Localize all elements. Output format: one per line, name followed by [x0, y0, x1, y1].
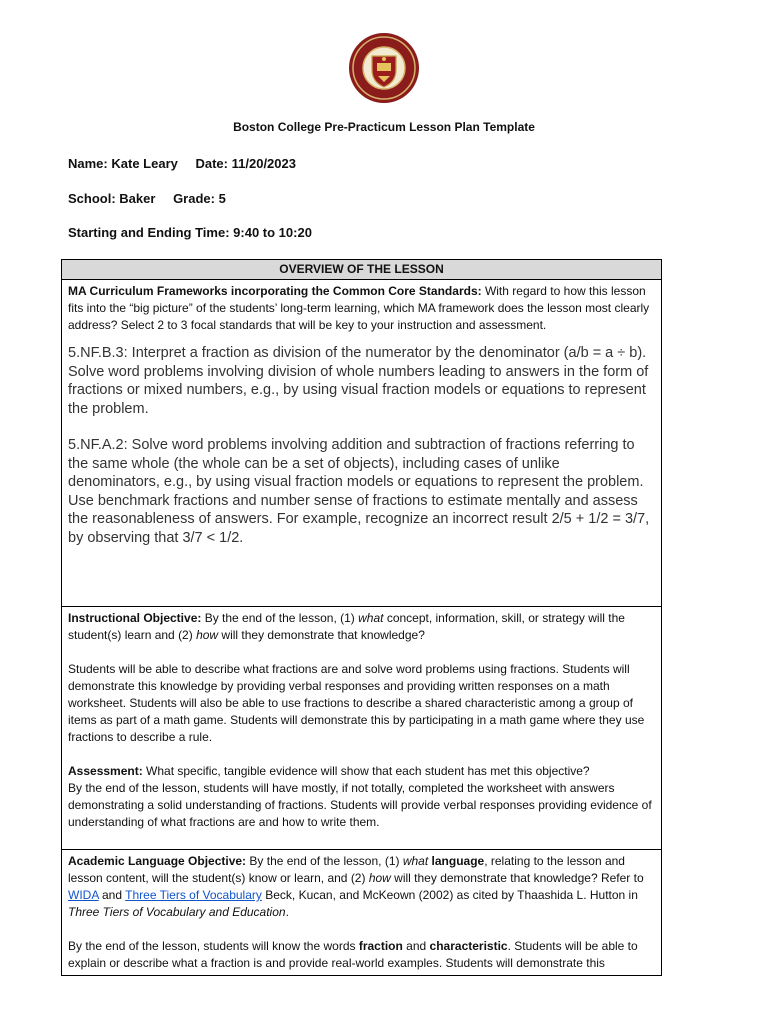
school-value: Baker — [119, 191, 156, 206]
instructional-answer: Students will be able to describe what fractions are and solve word problems using fractions. Students will demonstrate this knowledge by providing verbal responses and providing written responses on a math worksheet. Students will also be able to use fractions to describe a shared characteristic among a group of items as part of a math game. Students will demonstrate this by participating in a math game where they use fractions to describe a rule. — [68, 662, 645, 744]
grade-value: 5 — [218, 191, 226, 206]
wida-link[interactable]: WIDA — [68, 888, 99, 902]
name-value: Kate Leary — [111, 156, 178, 171]
time-label: Starting and Ending Time: — [68, 225, 230, 240]
standard-5nfb3: 5.NF.B.3: Interpret a fraction as division of the numerator by the denominator (a/b = a ÷ b). Solve word problems involving division of whole numbers leading to answers in the form of fractions or mixed numbers, e.g., by using visual fraction models or equations to represent the problem. — [68, 345, 649, 417]
date-value: 11/20/2023 — [231, 156, 296, 171]
academic-label: Academic Language Objective: — [68, 854, 247, 868]
overview-heading: OVERVIEW OF THE LESSON — [62, 260, 662, 280]
name-date-line — [68, 156, 296, 171]
frameworks-cell — [62, 280, 662, 607]
name-label: Name: — [68, 156, 108, 171]
time-line — [68, 225, 312, 240]
school-label: School: — [68, 191, 116, 206]
assessment-prompt: Assessment: What specific, tangible evidence will show that each student has met this objective? — [68, 764, 590, 778]
assessment-label: Assessment: — [68, 764, 143, 778]
instructional-prompt: Instructional Objective: By the end of the lesson, (1) what concept, information, skill, or strategy will the student(s) learn and (2) how will they demonstrate that knowledge? — [68, 611, 625, 642]
time-value: 9:40 to 10:20 — [233, 225, 312, 240]
assessment-answer: By the end of the lesson, students will have mostly, if not totally, completed the worksheet with answers demonstrating a solid understanding of fractions. Students will provide verbal responses providing evidence of understanding of what fractions are and how to write them. — [68, 781, 652, 829]
academic-prompt: Academic Language Objective: By the end of the lesson, (1) what language, relating to the lesson and lesson content, will the student(s) know or learn, and (2) how will they demonstrate that knowledge? Refer to WIDA and Three Tiers of Vocabulary Beck, Kucan, and McKeown (2002) as cited by Thaashida L. Hutton in Three Tiers of Vocabulary and Education. — [68, 854, 644, 919]
frameworks-prompt: MA Curriculum Frameworks incorporating the Common Core Standards: With regard to how this lesson fits into the “big picture” of the students’ long-term learning, which MA framework does the lesson most clearly address? Select 2 to 3 focal standards that will be key to your instruction and assessment. — [68, 284, 650, 332]
standard-5nfa2: 5.NF.A.2: Solve word problems involving addition and subtraction of fractions referring to the same whole (the whole can be a set of objects), including cases of unlike denominators, e.g., by using visual fraction models or equations to represent the problem. Use benchmark fractions and number sense of fractions to estimate mentally and assess the reasonableness of answers. For example, recognize an incorrect result 2/5 + 1/2 = 3/7, by observing that 3/7 < 1/2. — [68, 437, 650, 546]
boston-college-seal-icon — [348, 32, 420, 104]
date-label: Date: — [195, 156, 228, 171]
document-title: Boston College Pre-Practicum Lesson Plan Template — [233, 120, 535, 134]
frameworks-label: MA Curriculum Frameworks incorporating the Common Core Standards: — [68, 284, 482, 298]
lesson-plan-table — [61, 259, 662, 976]
academic-answer: By the end of the lesson, students will know the words fraction and characteristic. Students will be able to explain or describe what a fraction is and provide real-world examples. Students will demonstrate this — [68, 939, 638, 970]
instructional-label: Instructional Objective: — [68, 611, 202, 625]
academic-language-cell — [62, 850, 662, 976]
book-title: Three Tiers of Vocabulary and Education — [68, 905, 286, 919]
three-tiers-link[interactable]: Three Tiers of Vocabulary — [125, 888, 262, 902]
instructional-objective-cell — [62, 607, 662, 850]
grade-label: Grade: — [173, 191, 215, 206]
school-grade-line — [68, 191, 226, 206]
